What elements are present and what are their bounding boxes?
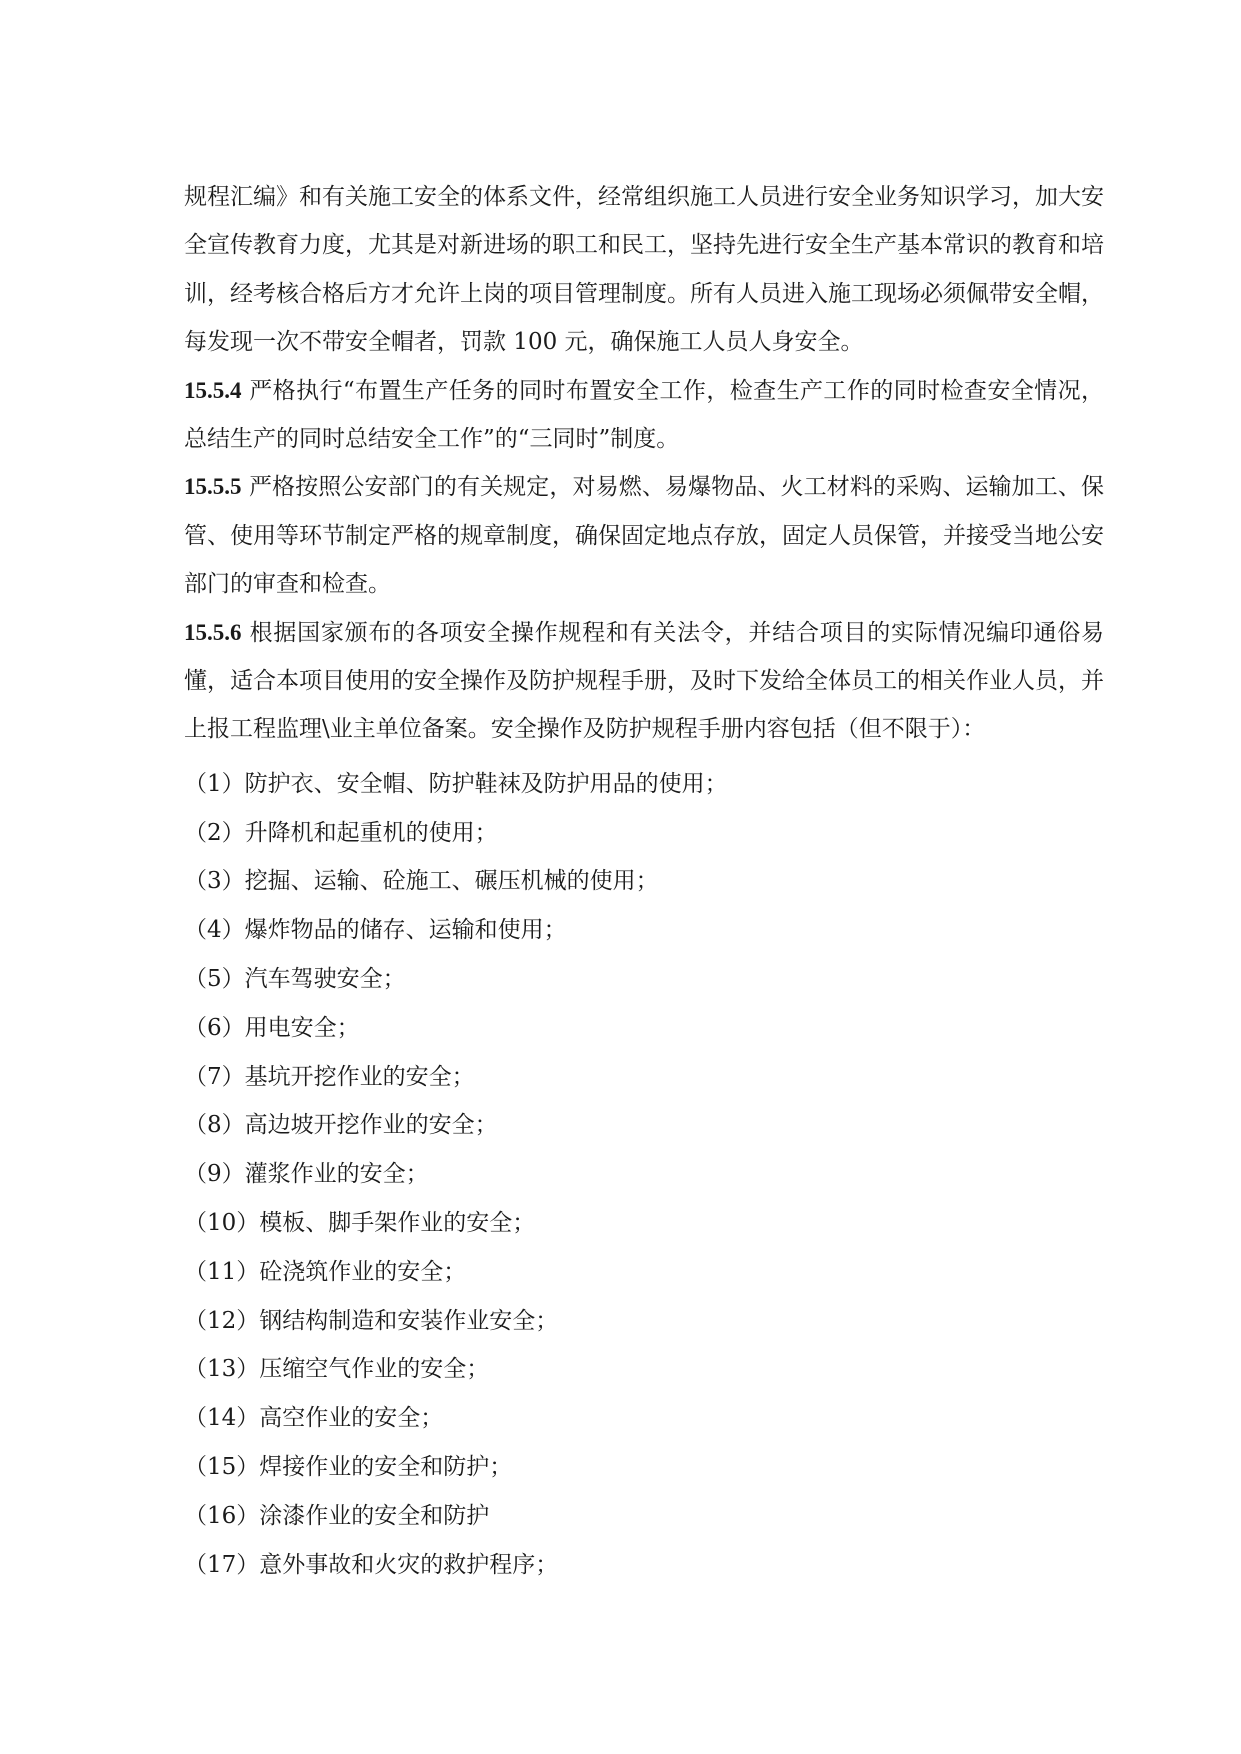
list-item: （16）涂漆作业的安全和防护 [184,1502,490,1529]
clause-number: 15.5.6 [184,619,242,645]
list-item: （2）升降机和起重机的使用； [184,819,498,846]
paragraph-text: 规程汇编》和有关施工安全的体系文件，经常组织施工人员进行安全业务知识学习，加大安全宣传教育力度，尤其是对新进场的职工和民工，坚持先进行安全生产基本常识的教育和培训，经考核合格后方才允许上岗的项目管理制度。所有人员进入施工现场必须佩带安全帽，每发现一次不带安全帽者，罚款 100 元，确保施工人员人身安全。 [184,184,1104,356]
list-item: （14）高空作业的安全； [184,1405,444,1432]
list-item: （3）挖掘、运输、砼施工、碾压机械的使用； [184,868,659,895]
clause-15-5-4 [184,367,1104,464]
list-item: （12）钢结构制造和安装作业安全； [184,1307,559,1334]
clause-text: 根据国家颁布的各项安全操作规程和有关法令，并结合项目的实际情况编印通俗易懂，适合本项目使用的安全操作及防护规程手册，及时下发给全体员工的相关作业人员，并上报工程监理\业主单位备案。安全操作及防护规程手册内容包括（但不限于）： [184,619,1105,743]
list-item: （8）高边坡开挖作业的安全； [184,1112,498,1139]
clause-number: 15.5.5 [184,474,242,500]
list-item: （7）基坑开挖作业的安全； [184,1063,475,1090]
list-item: （4）爆炸物品的储存、运输和使用； [184,917,567,944]
list-item: （13）压缩空气作业的安全； [184,1356,490,1383]
clause-text: 严格执行“布置生产任务的同时布置安全工作，检查生产工作的同时检查安全情况，总结生产的同时总结安全工作”的“三同时”制度。 [184,377,1104,453]
list-item: （6）用电安全； [184,1014,360,1041]
list-item: （15）焊接作业的安全和防护； [184,1454,513,1481]
clause-15-5-6 [184,609,1104,754]
list-item: （9）灌浆作业的安全； [184,1161,429,1188]
clause-number: 15.5.4 [184,377,242,403]
safety-manual-contents-list [184,760,1104,1590]
list-item: （17）意外事故和火灾的救护程序； [184,1551,559,1578]
paragraph-continuation [184,173,1104,367]
list-item: （1）防护衣、安全帽、防护鞋袜及防护用品的使用； [184,770,728,797]
clause-text: 严格按照公安部门的有关规定，对易燃、易爆物品、火工材料的采购、运输加工、保管、使用等环节制定严格的规章制度，确保固定地点存放，固定人员保管，并接受当地公安部门的审查和检查。 [184,474,1105,598]
list-item: （10）模板、脚手架作业的安全； [184,1210,536,1237]
list-item: （11）砼浇筑作业的安全； [184,1258,467,1285]
list-item: （5）汽车驾驶安全； [184,966,406,993]
clause-15-5-5 [184,463,1104,608]
document-body [184,173,1104,1589]
